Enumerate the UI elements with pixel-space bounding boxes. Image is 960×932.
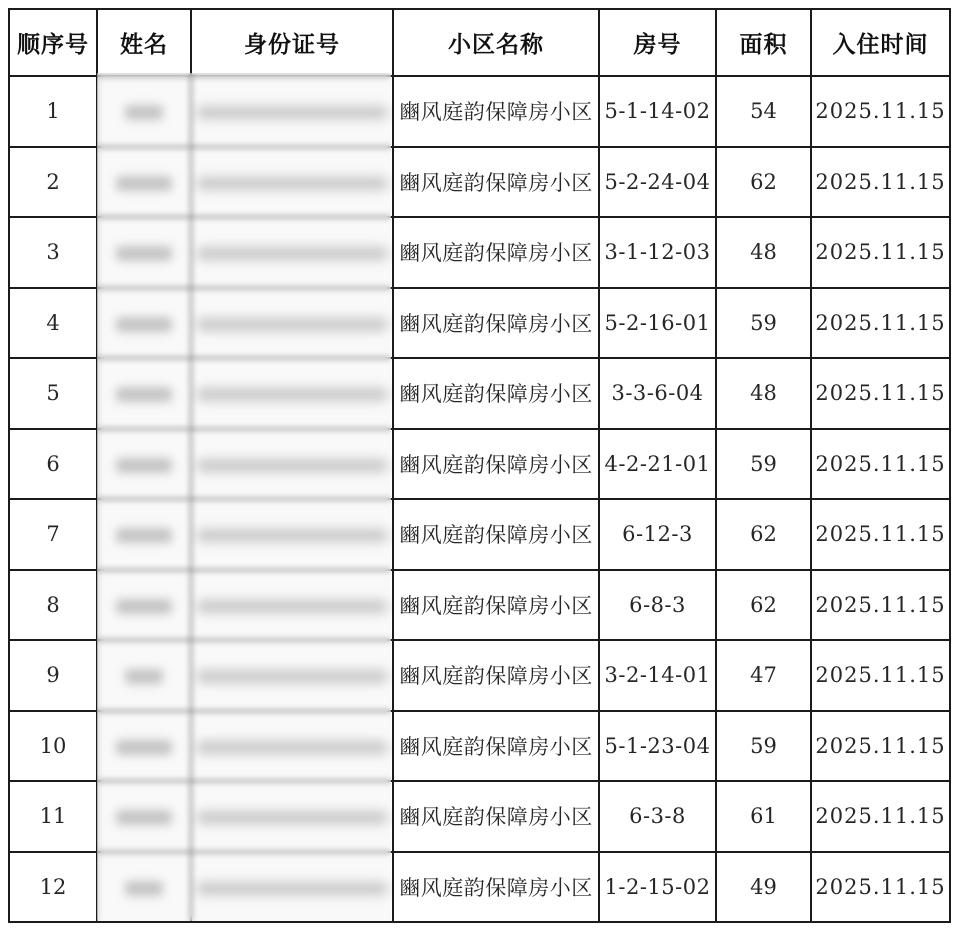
cell-room: 1-2-15-02 [599, 852, 716, 923]
cell-id-redacted [191, 358, 393, 429]
cell-name-redacted [97, 429, 191, 500]
cell-name-redacted [97, 570, 191, 641]
cell-community: 豳风庭韵保障房小区 [393, 640, 599, 711]
cell-seq: 2 [9, 147, 97, 218]
redacted-id-smudge [197, 670, 387, 683]
cell-name-redacted [97, 76, 191, 147]
redacted-id-smudge [197, 741, 387, 754]
table-row [9, 781, 950, 852]
cell-date: 2025.11.15 [811, 358, 950, 429]
header-row [9, 9, 950, 76]
redacted-name-smudge [116, 740, 172, 755]
cell-seq: 1 [9, 76, 97, 147]
redacted-name-smudge [125, 105, 163, 120]
cell-community: 豳风庭韵保障房小区 [393, 288, 599, 359]
cell-room: 6-3-8 [599, 781, 716, 852]
cell-date: 2025.11.15 [811, 288, 950, 359]
table-row [9, 640, 950, 711]
cell-room: 5-1-14-02 [599, 76, 716, 147]
redacted-name-smudge [116, 810, 172, 825]
table-row [9, 499, 950, 570]
redacted-name-smudge [116, 599, 172, 614]
redacted-id-smudge [197, 882, 387, 895]
table-row [9, 852, 950, 923]
cell-id-redacted [191, 76, 393, 147]
cell-room: 4-2-21-01 [599, 429, 716, 500]
redacted-id-smudge [197, 388, 387, 401]
cell-name-redacted [97, 640, 191, 711]
cell-date: 2025.11.15 [811, 711, 950, 782]
cell-community: 豳风庭韵保障房小区 [393, 358, 599, 429]
redacted-id-smudge [197, 247, 387, 260]
col-header-date: 入住时间 [811, 9, 950, 76]
table-row [9, 429, 950, 500]
table-body [9, 76, 950, 922]
cell-room: 5-2-24-04 [599, 147, 716, 218]
cell-name-redacted [97, 217, 191, 288]
cell-community: 豳风庭韵保障房小区 [393, 570, 599, 641]
cell-area: 48 [716, 358, 811, 429]
cell-id-redacted [191, 711, 393, 782]
cell-room: 3-2-14-01 [599, 640, 716, 711]
cell-room: 5-1-23-04 [599, 711, 716, 782]
cell-name-redacted [97, 358, 191, 429]
cell-id-redacted [191, 852, 393, 923]
col-header-community: 小区名称 [393, 9, 599, 76]
cell-area: 48 [716, 217, 811, 288]
table-row [9, 76, 950, 147]
redacted-name-smudge [125, 669, 163, 684]
cell-seq: 5 [9, 358, 97, 429]
cell-name-redacted [97, 288, 191, 359]
redacted-name-smudge [116, 317, 172, 332]
redacted-name-smudge [116, 528, 172, 543]
cell-seq: 11 [9, 781, 97, 852]
redacted-id-smudge [197, 318, 387, 331]
cell-id-redacted [191, 288, 393, 359]
cell-area: 59 [716, 288, 811, 359]
cell-area: 59 [716, 429, 811, 500]
cell-room: 6-8-3 [599, 570, 716, 641]
cell-date: 2025.11.15 [811, 640, 950, 711]
col-header-id: 身份证号 [191, 9, 393, 76]
cell-area: 61 [716, 781, 811, 852]
cell-area: 47 [716, 640, 811, 711]
cell-community: 豳风庭韵保障房小区 [393, 217, 599, 288]
cell-area: 59 [716, 711, 811, 782]
cell-date: 2025.11.15 [811, 781, 950, 852]
cell-room: 3-1-12-03 [599, 217, 716, 288]
table-row [9, 147, 950, 218]
cell-seq: 12 [9, 852, 97, 923]
col-header-area: 面积 [716, 9, 811, 76]
cell-name-redacted [97, 852, 191, 923]
cell-room: 6-12-3 [599, 499, 716, 570]
cell-seq: 10 [9, 711, 97, 782]
redacted-id-smudge [197, 811, 387, 824]
cell-room: 5-2-16-01 [599, 288, 716, 359]
col-header-name: 姓名 [97, 9, 191, 76]
cell-seq: 8 [9, 570, 97, 641]
cell-date: 2025.11.15 [811, 429, 950, 500]
cell-community: 豳风庭韵保障房小区 [393, 429, 599, 500]
redacted-name-smudge [116, 387, 172, 402]
cell-id-redacted [191, 429, 393, 500]
cell-community: 豳风庭韵保障房小区 [393, 147, 599, 218]
cell-area: 62 [716, 570, 811, 641]
cell-area: 62 [716, 499, 811, 570]
cell-seq: 4 [9, 288, 97, 359]
cell-seq: 3 [9, 217, 97, 288]
cell-community: 豳风庭韵保障房小区 [393, 711, 599, 782]
cell-date: 2025.11.15 [811, 852, 950, 923]
cell-date: 2025.11.15 [811, 76, 950, 147]
cell-name-redacted [97, 499, 191, 570]
col-header-room: 房号 [599, 9, 716, 76]
cell-community: 豳风庭韵保障房小区 [393, 781, 599, 852]
table-row [9, 288, 950, 359]
redacted-name-smudge [116, 458, 172, 473]
housing-table [8, 8, 951, 923]
table-row [9, 217, 950, 288]
cell-id-redacted [191, 781, 393, 852]
redacted-id-smudge [197, 106, 387, 119]
cell-date: 2025.11.15 [811, 147, 950, 218]
cell-id-redacted [191, 640, 393, 711]
cell-name-redacted [97, 781, 191, 852]
redacted-name-smudge [116, 246, 172, 261]
redacted-id-smudge [197, 459, 387, 472]
table-row [9, 570, 950, 641]
table-row [9, 358, 950, 429]
cell-name-redacted [97, 711, 191, 782]
cell-name-redacted [97, 147, 191, 218]
cell-area: 49 [716, 852, 811, 923]
redacted-id-smudge [197, 600, 387, 613]
cell-community: 豳风庭韵保障房小区 [393, 76, 599, 147]
cell-community: 豳风庭韵保障房小区 [393, 852, 599, 923]
cell-community: 豳风庭韵保障房小区 [393, 499, 599, 570]
cell-date: 2025.11.15 [811, 570, 950, 641]
cell-date: 2025.11.15 [811, 217, 950, 288]
cell-id-redacted [191, 499, 393, 570]
cell-room: 3-3-6-04 [599, 358, 716, 429]
cell-id-redacted [191, 217, 393, 288]
cell-seq: 9 [9, 640, 97, 711]
cell-date: 2025.11.15 [811, 499, 950, 570]
cell-id-redacted [191, 147, 393, 218]
table-row [9, 711, 950, 782]
redacted-name-smudge [116, 176, 172, 191]
col-header-seq: 顺序号 [9, 9, 97, 76]
redacted-id-smudge [197, 529, 387, 542]
cell-area: 62 [716, 147, 811, 218]
cell-area: 54 [716, 76, 811, 147]
cell-id-redacted [191, 570, 393, 641]
cell-seq: 7 [9, 499, 97, 570]
redacted-name-smudge [125, 881, 163, 896]
redacted-id-smudge [197, 177, 387, 190]
cell-seq: 6 [9, 429, 97, 500]
